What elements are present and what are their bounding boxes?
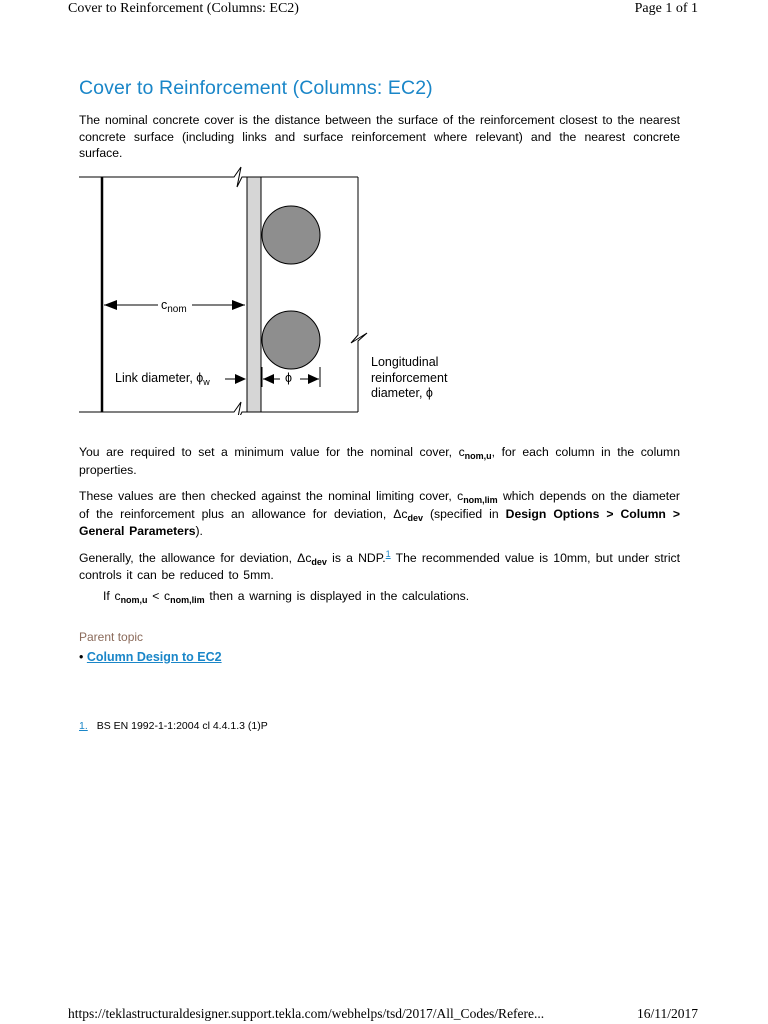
print-header-title: Cover to Reinforcement (Columns: EC2) [68,1,299,16]
footnote [79,720,268,732]
longitudinal-bar-bottom [262,311,320,369]
print-footer [68,1005,698,1023]
topic-content [79,74,680,162]
footnote-number-link[interactable]: 1. [79,720,88,732]
paragraph-deviation: Generally, the allowance for deviation, $\Delta c_{dev}$ is a NDP.$^1$ The recommended value is 10mm, but under strict controls it can be reduced to 5mm. [79,548,681,582]
design-options-path: Design Options > Column > General Parameters [79,506,680,538]
footnote-text: BS EN 1992-1-1:2004 cl 4.4.1.3 (1)P [96,720,268,732]
top-break-line [79,167,358,187]
phi-arrow-right [308,374,319,384]
print-header-page: Page 1 of 1 [634,1,698,16]
bottom-break-line [79,402,358,415]
cnom-label: $c_{nom}$ [161,298,187,315]
right-break-line [351,177,367,412]
body-paragraphs [79,444,680,605]
footnote-ref-link[interactable]: 1 [385,548,391,559]
cnom-arrow-left [104,300,117,310]
paragraph-nominal-cover: You are required to set a minimum value for the nominal cover, $c_{nom,u}$, for each column in the column properties. [79,445,680,477]
parent-topic-item [79,650,222,664]
bullet: • [79,650,84,664]
longitudinal-bar-top [262,206,320,264]
paragraph-limiting-cover: These values are then checked against the nominal limiting cover, $c_{nom,lim}$ which depends on the diameter of the reinforcement plus an allowance for deviation, $\Delta c_{dev}$ (specified in Design Options > Column > General Parameters). [79,489,680,538]
phi-arrow-left [263,374,274,384]
cover-diagram [79,165,479,415]
cnom-arrow-right [232,300,245,310]
topic-title: Cover to Reinforcement (Columns: EC2) [79,77,433,99]
paragraph-warning: If $c_{nom,u} < c_{nom,lim}$ then a warning is displayed in the calculations. [103,588,470,605]
print-footer-url: https://teklastructuraldesigner.support.tekla.com/webhelps/tsd/2017/All_Codes/Refere... [68,1006,545,1021]
link-bar [247,177,261,412]
link-arrow [235,374,246,384]
longitudinal-label: Longitudinal reinforcement diameter, ϕ [371,355,448,400]
intro-paragraph: The nominal concrete cover is the distance between the surface of the reinforcement closest to the nearest concrete surface (including links and surface reinforcement where relevant) and the nearest concrete surface. [79,113,680,160]
phi-label: ϕ [285,371,293,385]
print-header [68,0,698,20]
parent-topic-heading: Parent topic [79,630,144,644]
link-diameter-label: Link diameter, $\phi_w$ [115,371,210,387]
print-footer-date: 16/11/2017 [636,1006,698,1021]
parent-topic-link[interactable]: Column Design to EC2 [86,650,222,664]
